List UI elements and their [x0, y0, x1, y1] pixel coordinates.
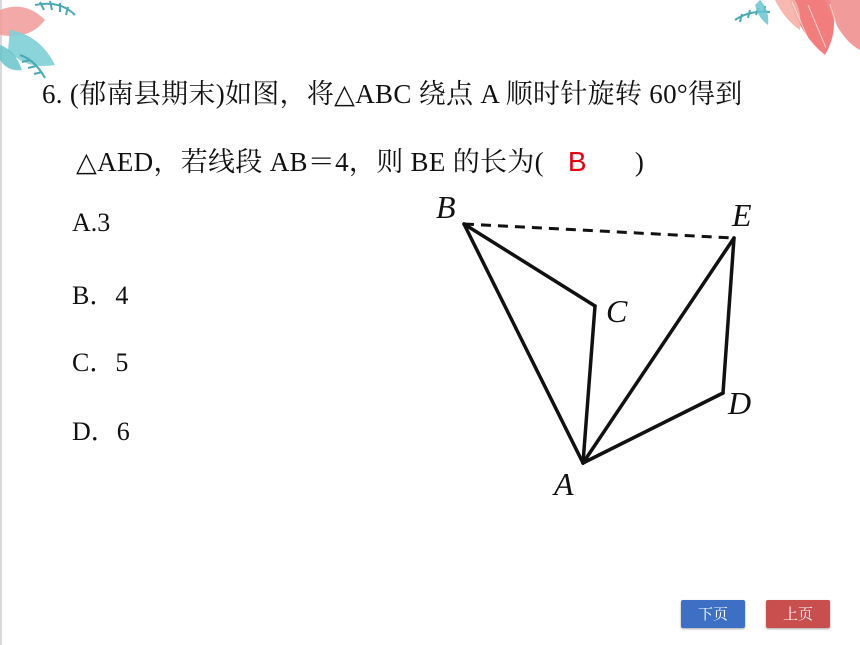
answer-text: B [567, 146, 587, 177]
point-label-e: E [732, 197, 752, 233]
option-c: C．5 [72, 348, 129, 377]
point-label-b: B [436, 189, 456, 225]
segment-ca [583, 306, 595, 463]
segment-be-dashed [464, 224, 734, 238]
segment-da [583, 393, 723, 463]
segment-ae [583, 238, 734, 463]
point-label-d: D [728, 385, 752, 421]
option-d: D．6 [72, 417, 130, 446]
question-line-2-close: ) [634, 147, 645, 177]
segment-ed [723, 238, 734, 393]
option-a: A.3 [72, 208, 111, 237]
leaf-decoration-icon [730, 0, 860, 75]
geometry-figure [420, 180, 780, 510]
point-label-c: C [606, 293, 628, 329]
point-label-a: A [554, 466, 574, 502]
slide-border [0, 0, 2, 645]
question-line-1: 6. (郁南县期末)如图，将△ABC 绕点 A 顺时针旋转 60°得到 [42, 79, 743, 109]
next-page-button[interactable]: 下页 [681, 600, 745, 628]
prev-page-button[interactable]: 上页 [766, 600, 830, 628]
question-line-2 [76, 140, 644, 179]
leaf-decoration-icon [0, 0, 110, 80]
option-b: B．4 [72, 281, 129, 310]
question-line-2-text: △AED，若线段 AB＝4，则 BE 的长为( [76, 147, 544, 177]
